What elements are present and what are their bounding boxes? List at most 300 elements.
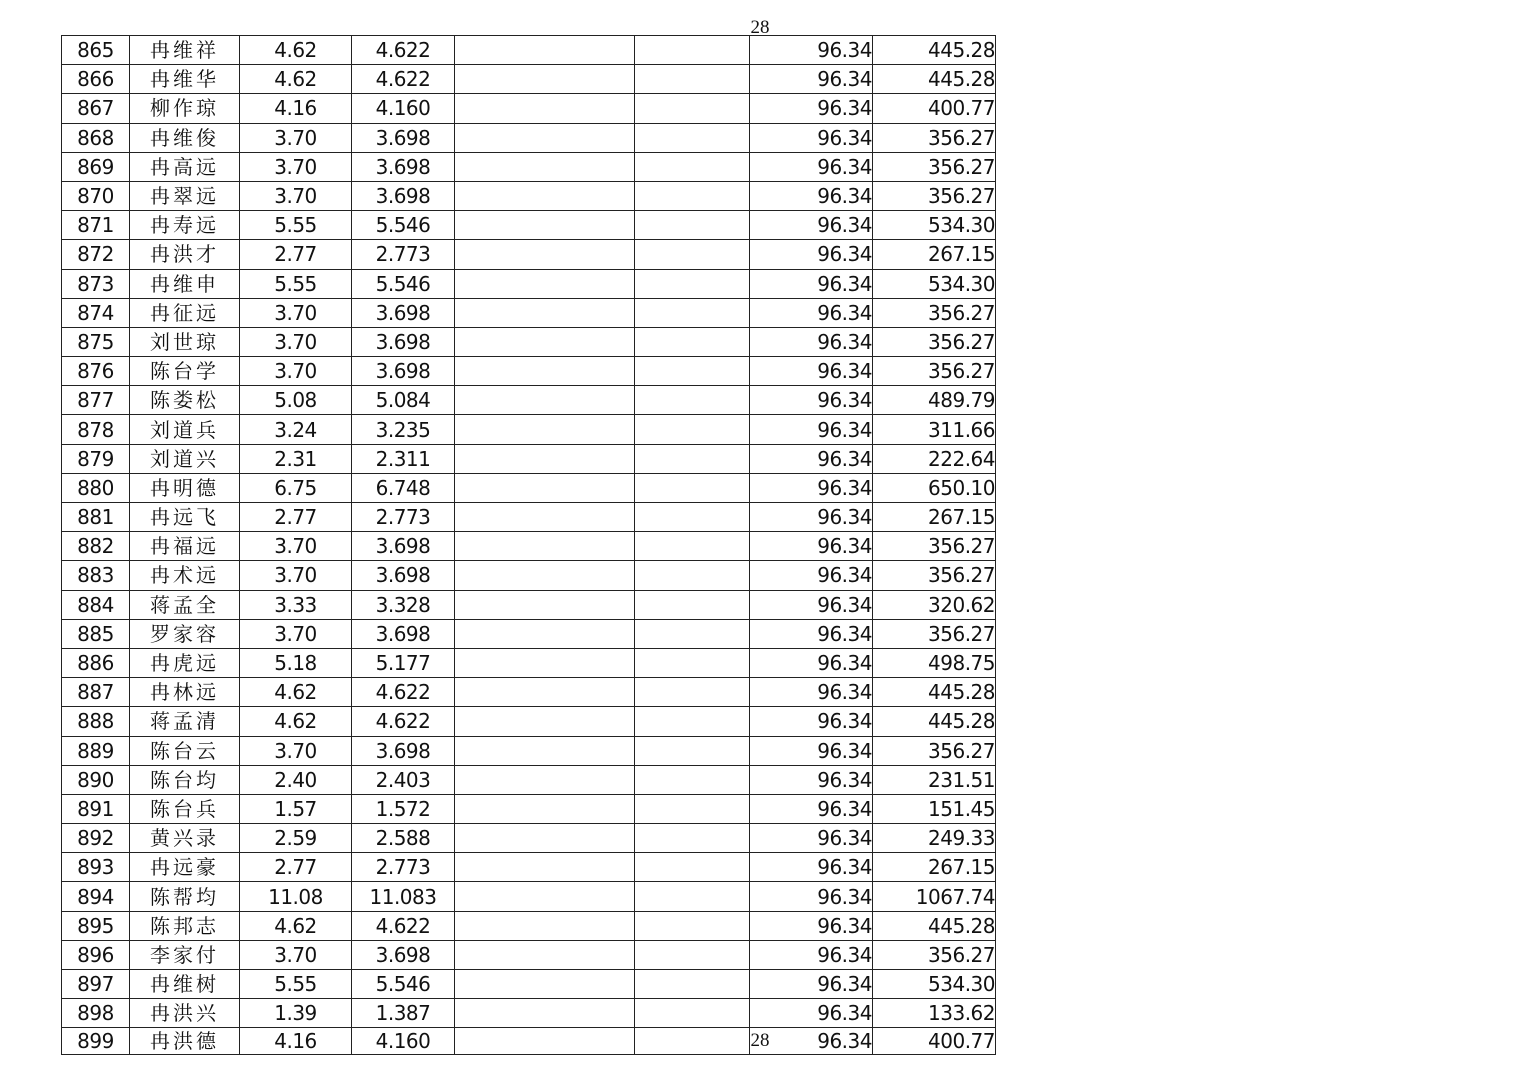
name-cell: 陈台学 xyxy=(130,357,240,386)
unit-price-cell: 96.34 xyxy=(750,794,873,823)
area-cell: 2.40 xyxy=(240,765,352,794)
name-cell: 陈台均 xyxy=(130,765,240,794)
blank-cell xyxy=(635,386,750,415)
amount-cell: 400.77 xyxy=(873,1028,996,1055)
area-precise-cell: 1.572 xyxy=(352,794,455,823)
table-row xyxy=(62,707,996,736)
area-cell: 3.24 xyxy=(240,415,352,444)
amount-cell: 267.15 xyxy=(873,503,996,532)
blank-cell xyxy=(455,36,635,65)
row-number-cell: 884 xyxy=(62,590,130,619)
amount-cell: 356.27 xyxy=(873,181,996,210)
amount-cell: 267.15 xyxy=(873,240,996,269)
blank-cell xyxy=(455,327,635,356)
row-number-cell: 892 xyxy=(62,824,130,853)
amount-cell: 151.45 xyxy=(873,794,996,823)
area-cell: 2.31 xyxy=(240,444,352,473)
area-precise-cell: 2.311 xyxy=(352,444,455,473)
row-number-cell: 895 xyxy=(62,911,130,940)
area-cell: 3.70 xyxy=(240,181,352,210)
blank-cell xyxy=(635,736,750,765)
area-cell: 4.62 xyxy=(240,678,352,707)
blank-cell xyxy=(635,65,750,94)
row-number-cell: 879 xyxy=(62,444,130,473)
unit-price-cell: 96.34 xyxy=(750,36,873,65)
name-cell: 冉洪兴 xyxy=(130,999,240,1028)
blank-cell xyxy=(635,970,750,999)
unit-price-cell: 96.34 xyxy=(750,152,873,181)
unit-price-cell: 96.34 xyxy=(750,824,873,853)
blank-cell xyxy=(455,240,635,269)
amount-cell: 650.10 xyxy=(873,473,996,502)
name-cell: 冉林远 xyxy=(130,678,240,707)
blank-cell xyxy=(635,619,750,648)
area-cell: 3.70 xyxy=(240,561,352,590)
row-number-cell: 871 xyxy=(62,211,130,240)
unit-price-cell: 96.34 xyxy=(750,736,873,765)
name-cell: 冉远飞 xyxy=(130,503,240,532)
area-cell: 1.57 xyxy=(240,794,352,823)
name-cell: 冉征远 xyxy=(130,298,240,327)
area-cell: 4.62 xyxy=(240,707,352,736)
table-row xyxy=(62,444,996,473)
table-row xyxy=(62,386,996,415)
table-row xyxy=(62,853,996,882)
area-cell: 4.16 xyxy=(240,1028,352,1055)
amount-cell: 534.30 xyxy=(873,269,996,298)
name-cell: 冉术远 xyxy=(130,561,240,590)
amount-cell: 222.64 xyxy=(873,444,996,473)
unit-price-cell: 96.34 xyxy=(750,999,873,1028)
area-precise-cell: 5.546 xyxy=(352,211,455,240)
name-cell: 蒋孟全 xyxy=(130,590,240,619)
unit-price-cell: 96.34 xyxy=(750,970,873,999)
amount-cell: 356.27 xyxy=(873,619,996,648)
area-precise-cell: 4.622 xyxy=(352,707,455,736)
table-row xyxy=(62,911,996,940)
unit-price-cell: 96.34 xyxy=(750,911,873,940)
area-cell: 3.70 xyxy=(240,123,352,152)
table-row xyxy=(62,473,996,502)
unit-price-cell: 96.34 xyxy=(750,532,873,561)
blank-cell xyxy=(635,473,750,502)
row-number-cell: 897 xyxy=(62,970,130,999)
amount-cell: 356.27 xyxy=(873,532,996,561)
unit-price-cell: 96.34 xyxy=(750,678,873,707)
area-precise-cell: 3.698 xyxy=(352,561,455,590)
area-cell: 3.70 xyxy=(240,152,352,181)
blank-cell xyxy=(455,386,635,415)
area-precise-cell: 2.773 xyxy=(352,503,455,532)
area-precise-cell: 3.698 xyxy=(352,123,455,152)
blank-cell xyxy=(635,503,750,532)
area-cell: 2.77 xyxy=(240,853,352,882)
table-row xyxy=(62,211,996,240)
table-row xyxy=(62,240,996,269)
table-row xyxy=(62,123,996,152)
name-cell: 陈台云 xyxy=(130,736,240,765)
amount-cell: 231.51 xyxy=(873,765,996,794)
table-row xyxy=(62,415,996,444)
row-number-cell: 874 xyxy=(62,298,130,327)
row-number-cell: 878 xyxy=(62,415,130,444)
name-cell: 刘世琼 xyxy=(130,327,240,356)
blank-cell xyxy=(635,240,750,269)
unit-price-cell: 96.34 xyxy=(750,357,873,386)
unit-price-cell: 96.34 xyxy=(750,94,873,123)
amount-cell: 356.27 xyxy=(873,123,996,152)
row-number-cell: 883 xyxy=(62,561,130,590)
area-precise-cell: 4.160 xyxy=(352,94,455,123)
area-precise-cell: 4.160 xyxy=(352,1028,455,1055)
area-cell: 3.33 xyxy=(240,590,352,619)
row-number-cell: 894 xyxy=(62,882,130,911)
table-row xyxy=(62,181,996,210)
unit-price-cell: 96.34 xyxy=(750,415,873,444)
blank-cell xyxy=(455,911,635,940)
area-precise-cell: 5.546 xyxy=(352,970,455,999)
blank-cell xyxy=(635,678,750,707)
area-precise-cell: 6.748 xyxy=(352,473,455,502)
blank-cell xyxy=(635,94,750,123)
blank-cell xyxy=(455,473,635,502)
area-precise-cell: 5.546 xyxy=(352,269,455,298)
blank-cell xyxy=(455,707,635,736)
table-row xyxy=(62,298,996,327)
unit-price-cell: 96.34 xyxy=(750,1028,873,1055)
blank-cell xyxy=(455,357,635,386)
amount-cell: 1067.74 xyxy=(873,882,996,911)
amount-cell: 356.27 xyxy=(873,561,996,590)
area-precise-cell: 1.387 xyxy=(352,999,455,1028)
area-cell: 1.39 xyxy=(240,999,352,1028)
table-row xyxy=(62,327,996,356)
name-cell: 柳作琼 xyxy=(130,94,240,123)
area-precise-cell: 4.622 xyxy=(352,678,455,707)
table-row xyxy=(62,36,996,65)
amount-cell: 498.75 xyxy=(873,648,996,677)
area-precise-cell: 4.622 xyxy=(352,36,455,65)
blank-cell xyxy=(455,999,635,1028)
unit-price-cell: 96.34 xyxy=(750,444,873,473)
blank-cell xyxy=(635,707,750,736)
page-number-bottom: 28 xyxy=(750,1030,770,1051)
unit-price-cell: 96.34 xyxy=(750,240,873,269)
name-cell: 陈台兵 xyxy=(130,794,240,823)
ledger-body xyxy=(62,36,996,1055)
blank-cell xyxy=(455,94,635,123)
blank-cell xyxy=(635,824,750,853)
table-row xyxy=(62,590,996,619)
table-row xyxy=(62,678,996,707)
blank-cell xyxy=(455,561,635,590)
blank-cell xyxy=(635,853,750,882)
unit-price-cell: 96.34 xyxy=(750,707,873,736)
unit-price-cell: 96.34 xyxy=(750,298,873,327)
blank-cell xyxy=(635,532,750,561)
table-row xyxy=(62,1028,996,1055)
area-cell: 3.70 xyxy=(240,619,352,648)
blank-cell xyxy=(455,532,635,561)
table-row xyxy=(62,65,996,94)
table-row xyxy=(62,269,996,298)
area-precise-cell: 3.698 xyxy=(352,357,455,386)
area-cell: 2.77 xyxy=(240,240,352,269)
row-number-cell: 868 xyxy=(62,123,130,152)
amount-cell: 267.15 xyxy=(873,853,996,882)
name-cell: 李家付 xyxy=(130,940,240,969)
blank-cell xyxy=(635,444,750,473)
amount-cell: 534.30 xyxy=(873,211,996,240)
area-cell: 5.08 xyxy=(240,386,352,415)
unit-price-cell: 96.34 xyxy=(750,503,873,532)
blank-cell xyxy=(635,765,750,794)
name-cell: 冉维俊 xyxy=(130,123,240,152)
row-number-cell: 867 xyxy=(62,94,130,123)
blank-cell xyxy=(455,211,635,240)
table-row xyxy=(62,794,996,823)
table-row xyxy=(62,736,996,765)
area-precise-cell: 2.403 xyxy=(352,765,455,794)
table-row xyxy=(62,94,996,123)
row-number-cell: 876 xyxy=(62,357,130,386)
blank-cell xyxy=(635,211,750,240)
blank-cell xyxy=(635,590,750,619)
amount-cell: 356.27 xyxy=(873,736,996,765)
table-row xyxy=(62,970,996,999)
table-row xyxy=(62,824,996,853)
unit-price-cell: 96.34 xyxy=(750,473,873,502)
unit-price-cell: 96.34 xyxy=(750,181,873,210)
unit-price-cell: 96.34 xyxy=(750,65,873,94)
name-cell: 冉维树 xyxy=(130,970,240,999)
unit-price-cell: 96.34 xyxy=(750,590,873,619)
amount-cell: 356.27 xyxy=(873,152,996,181)
unit-price-cell: 96.34 xyxy=(750,648,873,677)
blank-cell xyxy=(455,590,635,619)
row-number-cell: 877 xyxy=(62,386,130,415)
name-cell: 冉翠远 xyxy=(130,181,240,210)
row-number-cell: 885 xyxy=(62,619,130,648)
row-number-cell: 896 xyxy=(62,940,130,969)
area-cell: 2.59 xyxy=(240,824,352,853)
amount-cell: 400.77 xyxy=(873,94,996,123)
blank-cell xyxy=(455,1028,635,1055)
table-row xyxy=(62,619,996,648)
area-cell: 3.70 xyxy=(240,940,352,969)
name-cell: 黄兴录 xyxy=(130,824,240,853)
amount-cell: 489.79 xyxy=(873,386,996,415)
name-cell: 陈娄松 xyxy=(130,386,240,415)
area-precise-cell: 4.622 xyxy=(352,911,455,940)
area-cell: 2.77 xyxy=(240,503,352,532)
row-number-cell: 891 xyxy=(62,794,130,823)
row-number-cell: 869 xyxy=(62,152,130,181)
blank-cell xyxy=(455,794,635,823)
blank-cell xyxy=(455,269,635,298)
table-row xyxy=(62,357,996,386)
blank-cell xyxy=(635,648,750,677)
blank-cell xyxy=(455,152,635,181)
blank-cell xyxy=(635,269,750,298)
amount-cell: 249.33 xyxy=(873,824,996,853)
area-precise-cell: 3.698 xyxy=(352,619,455,648)
unit-price-cell: 96.34 xyxy=(750,211,873,240)
area-precise-cell: 3.698 xyxy=(352,736,455,765)
area-cell: 11.08 xyxy=(240,882,352,911)
blank-cell xyxy=(455,619,635,648)
name-cell: 冉明德 xyxy=(130,473,240,502)
area-precise-cell: 2.773 xyxy=(352,853,455,882)
blank-cell xyxy=(455,736,635,765)
blank-cell xyxy=(455,65,635,94)
blank-cell xyxy=(635,298,750,327)
area-precise-cell: 2.773 xyxy=(352,240,455,269)
row-number-cell: 898 xyxy=(62,999,130,1028)
amount-cell: 445.28 xyxy=(873,36,996,65)
area-cell: 3.70 xyxy=(240,736,352,765)
blank-cell xyxy=(455,882,635,911)
row-number-cell: 887 xyxy=(62,678,130,707)
area-precise-cell: 2.588 xyxy=(352,824,455,853)
blank-cell xyxy=(635,882,750,911)
row-number-cell: 899 xyxy=(62,1028,130,1055)
unit-price-cell: 96.34 xyxy=(750,765,873,794)
area-cell: 4.16 xyxy=(240,94,352,123)
blank-cell xyxy=(455,970,635,999)
name-cell: 冉虎远 xyxy=(130,648,240,677)
area-precise-cell: 5.084 xyxy=(352,386,455,415)
area-cell: 4.62 xyxy=(240,36,352,65)
area-precise-cell: 3.698 xyxy=(352,298,455,327)
area-precise-cell: 3.698 xyxy=(352,532,455,561)
blank-cell xyxy=(635,794,750,823)
amount-cell: 133.62 xyxy=(873,999,996,1028)
name-cell: 冉高远 xyxy=(130,152,240,181)
name-cell: 陈邦志 xyxy=(130,911,240,940)
name-cell: 冉福远 xyxy=(130,532,240,561)
amount-cell: 445.28 xyxy=(873,911,996,940)
amount-cell: 356.27 xyxy=(873,357,996,386)
area-cell: 5.18 xyxy=(240,648,352,677)
unit-price-cell: 96.34 xyxy=(750,853,873,882)
name-cell: 冉维申 xyxy=(130,269,240,298)
area-cell: 5.55 xyxy=(240,970,352,999)
area-precise-cell: 3.698 xyxy=(352,940,455,969)
area-precise-cell: 3.328 xyxy=(352,590,455,619)
row-number-cell: 865 xyxy=(62,36,130,65)
blank-cell xyxy=(635,181,750,210)
unit-price-cell: 96.34 xyxy=(750,327,873,356)
blank-cell xyxy=(455,648,635,677)
unit-price-cell: 96.34 xyxy=(750,269,873,298)
name-cell: 陈帮均 xyxy=(130,882,240,911)
area-cell: 5.55 xyxy=(240,211,352,240)
row-number-cell: 870 xyxy=(62,181,130,210)
amount-cell: 311.66 xyxy=(873,415,996,444)
amount-cell: 445.28 xyxy=(873,707,996,736)
blank-cell xyxy=(455,444,635,473)
row-number-cell: 880 xyxy=(62,473,130,502)
amount-cell: 320.62 xyxy=(873,590,996,619)
unit-price-cell: 96.34 xyxy=(750,386,873,415)
row-number-cell: 888 xyxy=(62,707,130,736)
table-row xyxy=(62,561,996,590)
ledger-table xyxy=(61,35,996,1055)
row-number-cell: 890 xyxy=(62,765,130,794)
area-cell: 4.62 xyxy=(240,911,352,940)
area-cell: 3.70 xyxy=(240,327,352,356)
row-number-cell: 875 xyxy=(62,327,130,356)
row-number-cell: 873 xyxy=(62,269,130,298)
row-number-cell: 882 xyxy=(62,532,130,561)
blank-cell xyxy=(635,152,750,181)
unit-price-cell: 96.34 xyxy=(750,561,873,590)
area-precise-cell: 3.235 xyxy=(352,415,455,444)
area-precise-cell: 11.083 xyxy=(352,882,455,911)
table-row xyxy=(62,152,996,181)
blank-cell xyxy=(455,298,635,327)
row-number-cell: 866 xyxy=(62,65,130,94)
amount-cell: 445.28 xyxy=(873,65,996,94)
blank-cell xyxy=(455,503,635,532)
blank-cell xyxy=(455,678,635,707)
row-number-cell: 872 xyxy=(62,240,130,269)
blank-cell xyxy=(635,940,750,969)
blank-cell xyxy=(635,999,750,1028)
area-precise-cell: 3.698 xyxy=(352,181,455,210)
blank-cell xyxy=(455,765,635,794)
area-precise-cell: 5.177 xyxy=(352,648,455,677)
unit-price-cell: 96.34 xyxy=(750,619,873,648)
row-number-cell: 881 xyxy=(62,503,130,532)
name-cell: 冉洪德 xyxy=(130,1028,240,1055)
amount-cell: 356.27 xyxy=(873,298,996,327)
blank-cell xyxy=(635,911,750,940)
area-precise-cell: 3.698 xyxy=(352,152,455,181)
area-cell: 3.70 xyxy=(240,298,352,327)
table-row xyxy=(62,648,996,677)
blank-cell xyxy=(455,824,635,853)
blank-cell xyxy=(635,561,750,590)
amount-cell: 445.28 xyxy=(873,678,996,707)
blank-cell xyxy=(635,1028,750,1055)
name-cell: 冉维祥 xyxy=(130,36,240,65)
blank-cell xyxy=(635,415,750,444)
area-cell: 3.70 xyxy=(240,532,352,561)
name-cell: 冉远豪 xyxy=(130,853,240,882)
name-cell: 刘道兴 xyxy=(130,444,240,473)
unit-price-cell: 96.34 xyxy=(750,940,873,969)
blank-cell xyxy=(455,853,635,882)
table-row xyxy=(62,503,996,532)
row-number-cell: 893 xyxy=(62,853,130,882)
unit-price-cell: 96.34 xyxy=(750,123,873,152)
name-cell: 冉维华 xyxy=(130,65,240,94)
blank-cell xyxy=(635,327,750,356)
table-row xyxy=(62,882,996,911)
row-number-cell: 886 xyxy=(62,648,130,677)
table-row xyxy=(62,940,996,969)
area-cell: 4.62 xyxy=(240,65,352,94)
table-row xyxy=(62,765,996,794)
name-cell: 罗家容 xyxy=(130,619,240,648)
amount-cell: 534.30 xyxy=(873,970,996,999)
blank-cell xyxy=(455,123,635,152)
page-number-top: 28 xyxy=(750,17,770,38)
area-cell: 3.70 xyxy=(240,357,352,386)
table-row xyxy=(62,999,996,1028)
